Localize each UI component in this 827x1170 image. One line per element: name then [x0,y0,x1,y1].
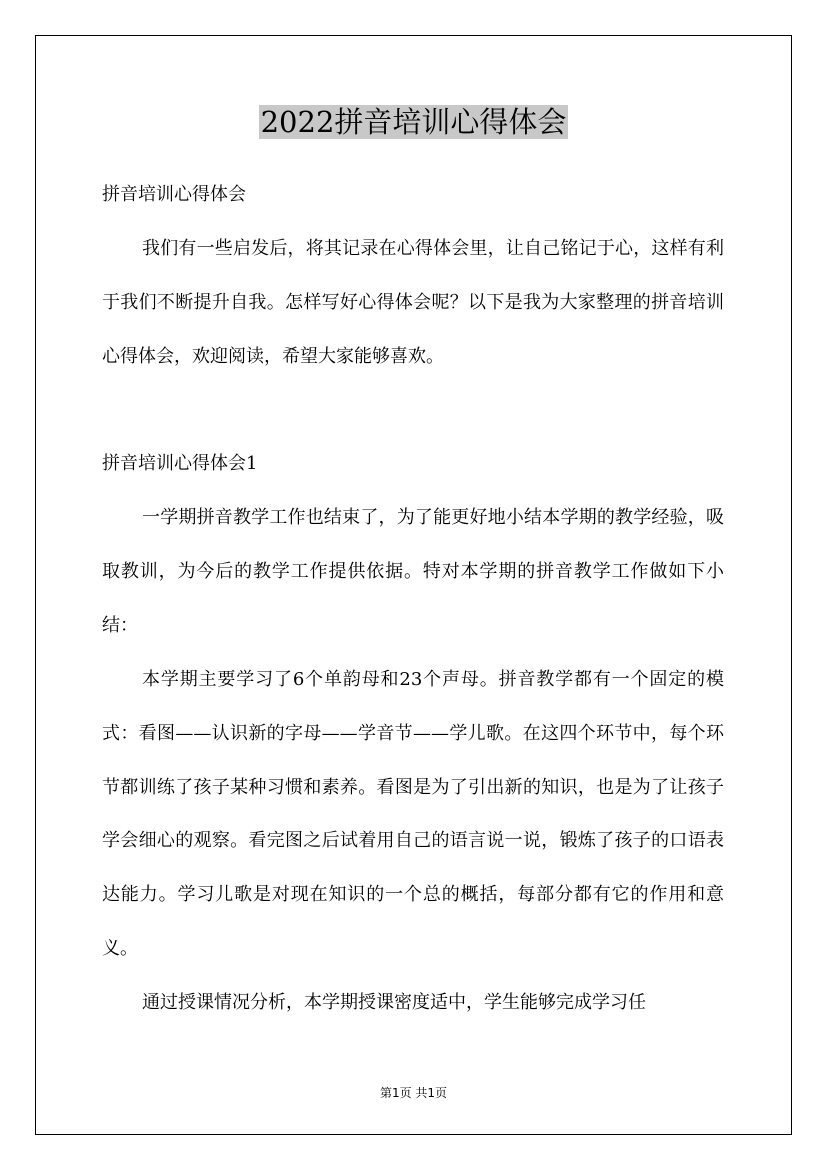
document-title [0,102,827,142]
document-title-text: 2022拼音培训心得体会 [260,105,567,139]
section-paragraph-1: 一学期拼音教学工作也结束了，为了能更好地小结本学期的教学经验，吸取教训，为今后的教学工作提供依据。特对本学期的拼音教学工作做如下小结： [102,507,724,636]
section-heading: 拼音培训心得体会1 [102,453,258,474]
intro-paragraph: 我们有一些启发后，将其记录在心得体会里，让自己铭记于心，这样有利于我们不断提升自我。怎样写好心得体会呢？以下是我为大家整理的拼音培训心得体会，欢迎阅读，希望大家能够喜欢。 [102,238,724,367]
section-paragraph-3: 通过授课情况分析，本学期授课密度适中，学生能够完成学习任 [142,992,646,1013]
page-footer: 第1页 共1页 [379,1086,448,1100]
document-subtitle: 拼音培训心得体会 [102,184,246,205]
section-paragraph-2: 本学期主要学习了6个单韵母和23个声母。拼音教学都有一个固定的模式：看图——认识新的字母——学音节——学儿歌。在这四个环节中，每个环节都训练了孩子某种习惯和素养。看图是为了引出新的知识，也是为了让孩子学会细心的观察。看完图之后试着用自己的语言说一说，锻炼了孩子的口语表达能力。学习儿歌是对现在知识的一个总的概括，每部分都有它的作用和意义。 [102,669,724,959]
